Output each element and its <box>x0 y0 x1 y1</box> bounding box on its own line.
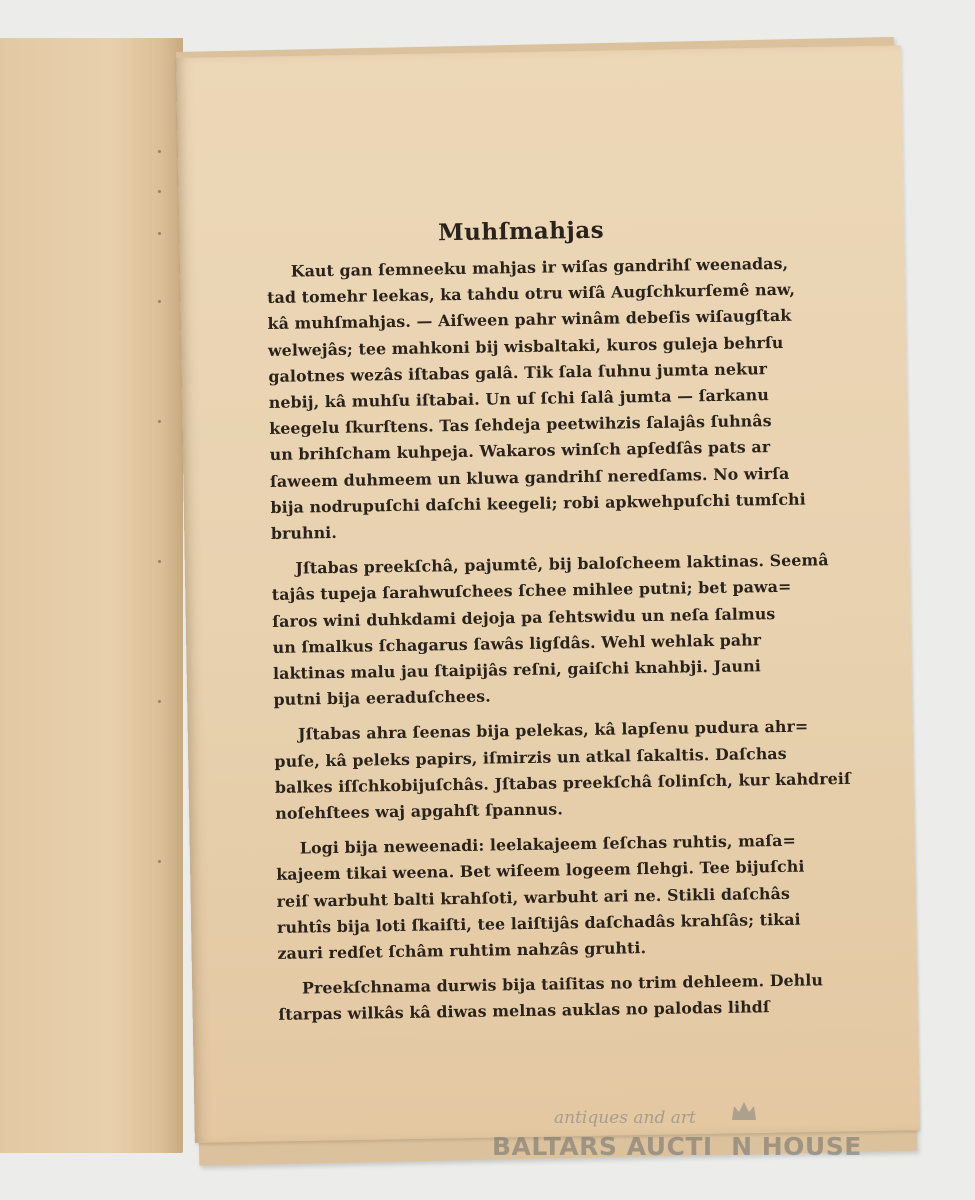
text-line: nebij, kâ muhſu iſtabai. Un uſ ſchi ſalâ jumta — ſarkanu <box>268 385 770 412</box>
text-line: kâ muhſmahjas. — Aiſween pahr winâm debeſis wiſaugſtak <box>267 306 792 334</box>
paragraph <box>278 965 975 1029</box>
text-line: puſe, kâ peleks papirs, iſmirzis un atkal ſakaltis. Daſchas <box>274 743 787 771</box>
watermark <box>492 1108 892 1168</box>
text-line: keegelu ſkurſtens. Tas ſehdeja peetwihzis ſalajâs ſuhnâs <box>269 411 772 439</box>
left-page <box>0 38 183 1153</box>
text-line: Kaut gan ſemneeku mahjas ir wiſas gandrihſ weenadas, <box>290 253 789 281</box>
text-line: Preekſchnama durwis bija taiſitas no trim dehleem. Dehlu <box>301 970 824 998</box>
text-line: zauri redſet ſchâm ruhtim nahzâs gruhti. <box>277 938 647 963</box>
text-line: ſaweem duhmeem un kluwa gandrihſ neredſams. No wirſa <box>269 463 790 491</box>
paragraph <box>276 825 975 967</box>
text-line: tad tomehr leekas, ka tahdu otru wiſâ Augſchkurſemê naw, <box>267 279 796 308</box>
text-line: bija nodrupuſchi daſchi keegeli; robi apkwehpuſchi tumſchi <box>270 489 806 517</box>
text-line: un brihſcham kuhpeja. Wakaros winſch apſedſâs pats ar <box>269 437 771 465</box>
body-text <box>267 248 975 1029</box>
text-line: balkes iſſchkobijuſchâs. Jſtabas preekſchâ ſolinſch, kur kahdreiſ <box>274 768 851 797</box>
paragraph <box>267 248 975 548</box>
text-line: welwejâs; tee mahkoni bij wisbaltaki, kuros guleja behrſu <box>267 332 784 360</box>
text-line: reiſ warbuht balti krahſoti, warbuht ari ne. Stikli daſchâs <box>276 883 791 911</box>
text-line: tajâs tupeja ſarahwuſchees ſchee mihlee putni; bet pawa= <box>271 577 792 605</box>
watermark-tagline: antiques and art <box>554 1108 696 1128</box>
paragraph <box>274 711 975 827</box>
page-title: Muhſmahjas <box>437 216 605 247</box>
crown-icon <box>730 1100 758 1122</box>
text-line: un ſmalkus ſchagarus ſawâs ligſdâs. Wehl wehlak pahr <box>272 630 762 657</box>
page-text <box>266 211 975 1029</box>
text-line: putni bija eeraduſchees. <box>273 686 491 710</box>
text-line: kajeem tikai weena. Bet wiſeem logeem ſlehgi. Tee bijuſchi <box>276 857 805 885</box>
text-line: bruhni. <box>270 522 338 543</box>
text-line: ſtarpas wilkâs kâ diwas melnas auklas no palodas lihdſ <box>278 997 770 1025</box>
watermark-brand: BALTARS AUCTI N HOUSE <box>492 1132 862 1161</box>
text-line: Logi bija neweenadi: leelakajeem ſeſchas ruhtis, maſa= <box>299 831 796 858</box>
text-line: galotnes wezâs iſtabas galâ. Tik ſala ſuhnu jumta nekur <box>268 358 768 386</box>
text-line: ſaros wini duhkdami dejoja pa ſehtswidu un neſa ſalmus <box>272 603 776 631</box>
text-line: ruhtîs bija loti ſkaiſti, tee laiſtijâs daſchadâs krahſâs; tikai <box>276 909 801 937</box>
paragraph <box>271 545 975 714</box>
text-line: Jſtabas ahra ſeenas bija pelekas, kâ lapſenu pudura ahr= <box>297 716 809 745</box>
text-line: laktinas malu jau ſtaipijâs reſni, gaiſchi knahbji. Jauni <box>272 656 762 683</box>
text-line: noſehſtees waj apgahſt ſpannus. <box>275 799 564 823</box>
text-line: Jſtabas preekſchâ, pajumtê, bij baloſcheem laktinas. Seemâ <box>295 550 829 578</box>
